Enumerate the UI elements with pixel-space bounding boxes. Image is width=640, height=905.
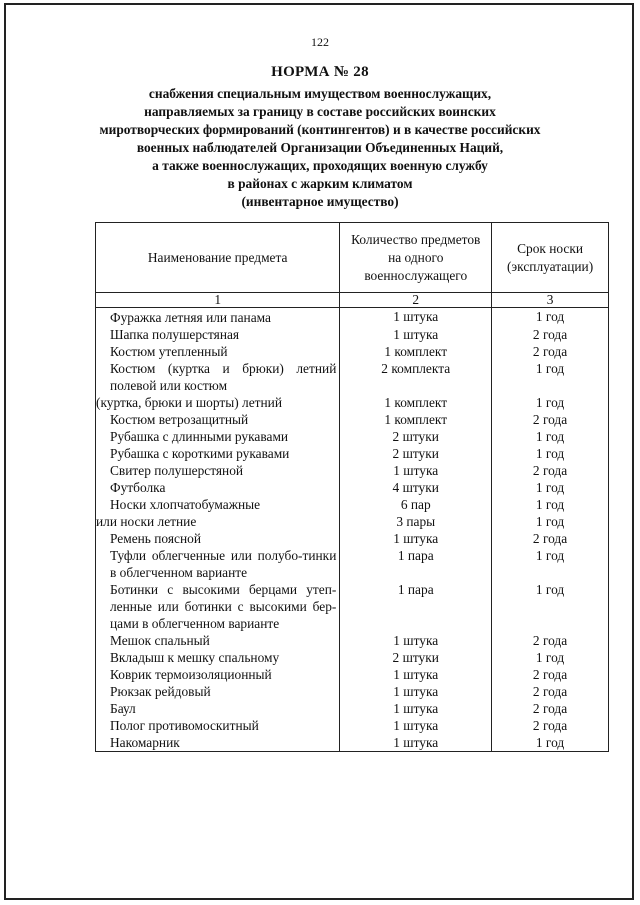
- item-wear-term: 2 года: [492, 326, 609, 343]
- subtitle-line: миротворческих формирований (контингентов) и в качестве российских: [99, 122, 541, 137]
- item-quantity: 1 пара: [340, 581, 492, 632]
- item-name: Костюм (куртка и брюки) летний полевой или костюм: [96, 360, 340, 394]
- document-title: НОРМА № 28: [271, 64, 369, 80]
- column-number: 2: [340, 293, 492, 308]
- table-row: [96, 343, 609, 360]
- item-quantity: 1 штука: [340, 632, 492, 649]
- table-row: [96, 308, 609, 327]
- table-row: [96, 717, 609, 734]
- item-name: Свитер полушерстяной: [96, 462, 340, 479]
- item-wear-term: 1 год: [492, 360, 609, 394]
- item-quantity: 1 штука: [340, 717, 492, 734]
- item-wear-term: 1 год: [492, 308, 609, 327]
- item-quantity: 2 штуки: [340, 445, 492, 462]
- item-name: Костюм ветрозащитный: [96, 411, 340, 428]
- table-row: [96, 581, 609, 632]
- supply-norm-table: [95, 222, 609, 752]
- item-quantity: 1 штука: [340, 530, 492, 547]
- item-wear-term: 2 года: [492, 632, 609, 649]
- table-row: [96, 683, 609, 700]
- item-wear-term: 2 года: [492, 683, 609, 700]
- subtitle-line: снабжения специальным имуществом военнослужащих,: [148, 86, 492, 101]
- table-row: [96, 445, 609, 462]
- subtitle-line: военных наблюдателей Организации Объединенных Наций,: [136, 140, 504, 155]
- item-name: (куртка, брюки и шорты) летний: [96, 394, 340, 411]
- item-name: Баул: [96, 700, 340, 717]
- item-name: Полог противомоскитный: [96, 717, 340, 734]
- header-wear-term: Срок носки (эксплуатации): [492, 223, 609, 293]
- item-quantity: 2 штуки: [340, 649, 492, 666]
- item-name: Туфли облегченные или полубо-тинки в облегченном варианте: [96, 547, 340, 581]
- item-name: Костюм утепленный: [96, 343, 340, 360]
- table-row: [96, 479, 609, 496]
- item-name: Мешок спальный: [96, 632, 340, 649]
- item-quantity: 1 комплект: [340, 343, 492, 360]
- column-number: 3: [492, 293, 609, 308]
- table-header-row: [96, 223, 609, 293]
- item-quantity: 3 пары: [340, 513, 492, 530]
- table-row: [96, 666, 609, 683]
- document-subtitle: [80, 85, 560, 211]
- table-row: [96, 513, 609, 530]
- item-name: Накомарник: [96, 734, 340, 752]
- table-row: [96, 632, 609, 649]
- item-wear-term: 1 год: [492, 649, 609, 666]
- header-quantity: Количество предметов на одного военнослужащего: [340, 223, 492, 293]
- item-quantity: 1 штука: [340, 734, 492, 752]
- item-wear-term: 2 года: [492, 530, 609, 547]
- item-name: Рюкзак рейдовый: [96, 683, 340, 700]
- item-quantity: 1 штука: [340, 462, 492, 479]
- item-quantity: 1 штука: [340, 700, 492, 717]
- column-number: 1: [96, 293, 340, 308]
- column-number-row: [96, 293, 609, 308]
- item-wear-term: 2 года: [492, 462, 609, 479]
- table-row: [96, 530, 609, 547]
- item-wear-term: 1 год: [492, 496, 609, 513]
- item-quantity: 1 штука: [340, 666, 492, 683]
- item-name: Коврик термоизоляционный: [96, 666, 340, 683]
- item-name: Рубашка с короткими рукавами: [96, 445, 340, 462]
- item-wear-term: 1 год: [492, 734, 609, 752]
- table-row: [96, 496, 609, 513]
- item-wear-term: 1 год: [492, 547, 609, 581]
- table-row: [96, 411, 609, 428]
- subtitle-line: в районах с жарким климатом: [227, 176, 413, 191]
- table-row: [96, 360, 609, 394]
- table-row: [96, 394, 609, 411]
- item-name: Футболка: [96, 479, 340, 496]
- item-quantity: 1 комплект: [340, 411, 492, 428]
- item-wear-term: 2 года: [492, 717, 609, 734]
- item-wear-term: 2 года: [492, 666, 609, 683]
- item-quantity: 1 штука: [340, 308, 492, 327]
- item-name: или носки летние: [96, 513, 340, 530]
- header-item-name: Наименование предмета: [96, 223, 340, 293]
- item-name: Ремень поясной: [96, 530, 340, 547]
- item-wear-term: 1 год: [492, 513, 609, 530]
- item-quantity: 1 штука: [340, 683, 492, 700]
- item-name: Фуражка летняя или панама: [96, 308, 340, 327]
- subtitle-line: (инвентарное имущество): [241, 194, 399, 209]
- item-quantity: 1 пара: [340, 547, 492, 581]
- table-row: [96, 700, 609, 717]
- subtitle-line: а также военнослужащих, проходящих военную службу: [152, 158, 488, 173]
- page-number: 122: [311, 35, 329, 49]
- table-row: [96, 734, 609, 752]
- item-quantity: 6 пар: [340, 496, 492, 513]
- table-row: [96, 462, 609, 479]
- item-quantity: 4 штуки: [340, 479, 492, 496]
- subtitle-line: направляемых за границу в составе российских воинских: [144, 104, 496, 119]
- item-name: Вкладыш к мешку спальному: [96, 649, 340, 666]
- item-name: Ботинки с высокими берцами утеп-ленные или ботинки с высокими бер-цами в облегченном варианте: [96, 581, 340, 632]
- item-wear-term: 1 год: [492, 428, 609, 445]
- item-quantity: 2 комплекта: [340, 360, 492, 394]
- item-quantity: 1 штука: [340, 326, 492, 343]
- item-quantity: 1 комплект: [340, 394, 492, 411]
- item-wear-term: 1 год: [492, 479, 609, 496]
- item-wear-term: 1 год: [492, 581, 609, 632]
- item-wear-term: 2 года: [492, 411, 609, 428]
- table-row: [96, 428, 609, 445]
- table-row: [96, 547, 609, 581]
- item-name: Носки хлопчатобумажные: [96, 496, 340, 513]
- table-row: [96, 649, 609, 666]
- item-wear-term: 2 года: [492, 700, 609, 717]
- item-wear-term: 1 год: [492, 445, 609, 462]
- item-name: Рубашка с длинными рукавами: [96, 428, 340, 445]
- item-wear-term: 2 года: [492, 343, 609, 360]
- item-quantity: 2 штуки: [340, 428, 492, 445]
- item-wear-term: 1 год: [492, 394, 609, 411]
- table-row: [96, 326, 609, 343]
- item-name: Шапка полушерстяная: [96, 326, 340, 343]
